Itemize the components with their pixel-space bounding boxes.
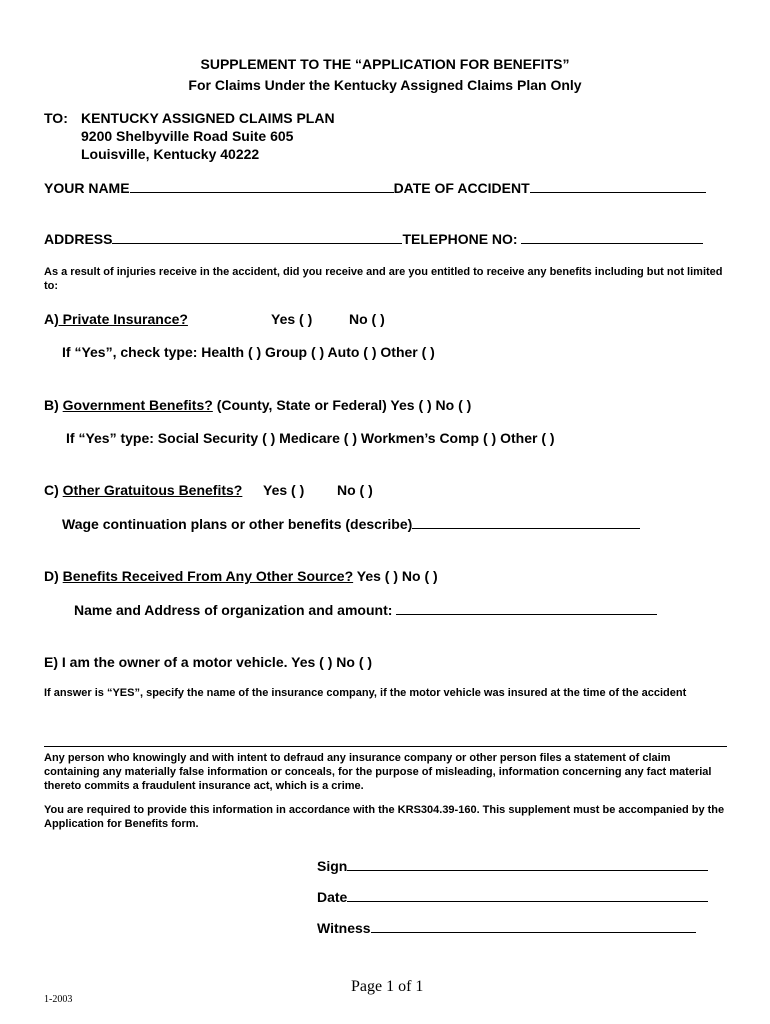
section-d-prefix: D) [44,568,63,584]
witness-label: Witness [317,920,371,936]
to-organization: KENTUCKY ASSIGNED CLAIMS PLAN [81,110,335,126]
address-field[interactable] [112,230,402,244]
section-c-describe-label: Wage continuation plans or other benefits (describe) [62,516,413,532]
date-of-accident-field[interactable] [530,179,706,193]
to-street: 9200 Shelbyville Road Suite 605 [81,128,294,144]
witness-row [317,919,696,937]
section-c-heading [44,481,242,499]
section-a-title: ) Private Insurance? [54,311,188,327]
section-d-org-row [74,601,657,619]
section-b-heading [44,396,471,414]
sign-field[interactable] [347,857,708,871]
date-label: Date [317,889,348,905]
section-b-title: Government Benefits? [62,397,213,413]
date-of-accident-label: DATE OF ACCIDENT [393,180,530,196]
section-a-heading [44,310,188,328]
telephone-label: TELEPHONE NO: [402,231,522,247]
section-b-options[interactable]: (County, State or Federal) Yes ( ) No ( ) [212,397,472,413]
section-d-title: Benefits Received From Any Other Source? [62,568,354,584]
telephone-field[interactable] [521,230,703,244]
address-label: ADDRESS [44,231,113,247]
section-d-options[interactable]: Yes ( ) No ( ) [353,568,438,584]
section-e-question[interactable]: E) I am the owner of a motor vehicle. Yes ( ) No ( ) [44,654,373,670]
sign-row [317,857,708,875]
section-b-type-options[interactable]: If “Yes” type: Social Security ( ) Medicare ( ) Workmen’s Comp ( ) Other ( ) [66,430,555,446]
section-c-title: Other Gratuitous Benefits? [62,482,243,498]
sign-label: Sign [317,858,348,874]
section-a-prefix: A [44,311,55,327]
to-city: Louisville, Kentucky 40222 [81,146,260,162]
section-d-heading [44,567,438,585]
witness-field[interactable] [371,919,696,933]
section-a-no[interactable]: No ( ) [349,311,385,327]
section-c-no[interactable]: No ( ) [337,482,373,498]
to-label: TO: [44,110,68,126]
krs-notice: You are required to provide this information in accordance with the KRS304.39-160. This supplement must be accompanied by the Application for Benefits form. [44,804,725,830]
section-a-yes[interactable]: Yes ( ) [271,311,313,327]
page-number: Page 1 of 1 [351,978,424,995]
section-d-org-field[interactable] [396,601,657,615]
divider-line [44,746,727,747]
intro-text: As a result of injuries receive in the accident, did you receive and are you entitled to receive any benefits including but not limited to: [44,266,723,292]
section-c-describe-field[interactable] [412,515,640,529]
section-c-describe-row [62,515,640,533]
document-subtitle: For Claims Under the Kentucky Assigned Claims Plan Only [188,77,582,93]
your-name-row [44,179,706,197]
section-a-type-options[interactable]: If “Yes”, check type: Health ( ) Group ( ) Auto ( ) Other ( ) [62,344,435,360]
date-field[interactable] [347,888,708,902]
document-title: SUPPLEMENT TO THE “APPLICATION FOR BENEFITS” [200,56,570,72]
section-d-org-label: Name and Address of organization and amount: [74,602,397,618]
section-b-prefix: B) [44,397,63,413]
address-row [44,230,703,248]
section-c-prefix: C) [44,482,63,498]
section-c-yes[interactable]: Yes ( ) [263,482,305,498]
fraud-notice: Any person who knowingly and with intent to defraud any insurance company or other person files a statement of claim containing any materially false information or conceals, for the purpose of misleading, information concerning any fact material thereto commits a fraudulent insurance act, which is a crime. [44,752,712,792]
section-e-note: If answer is “YES”, specify the name of the insurance company, if the motor vehicle was insured at the time of the accident [44,687,687,699]
your-name-field[interactable] [130,179,394,193]
form-code: 1-2003 [44,994,73,1005]
date-row [317,888,708,906]
your-name-label: YOUR NAME [44,180,130,196]
